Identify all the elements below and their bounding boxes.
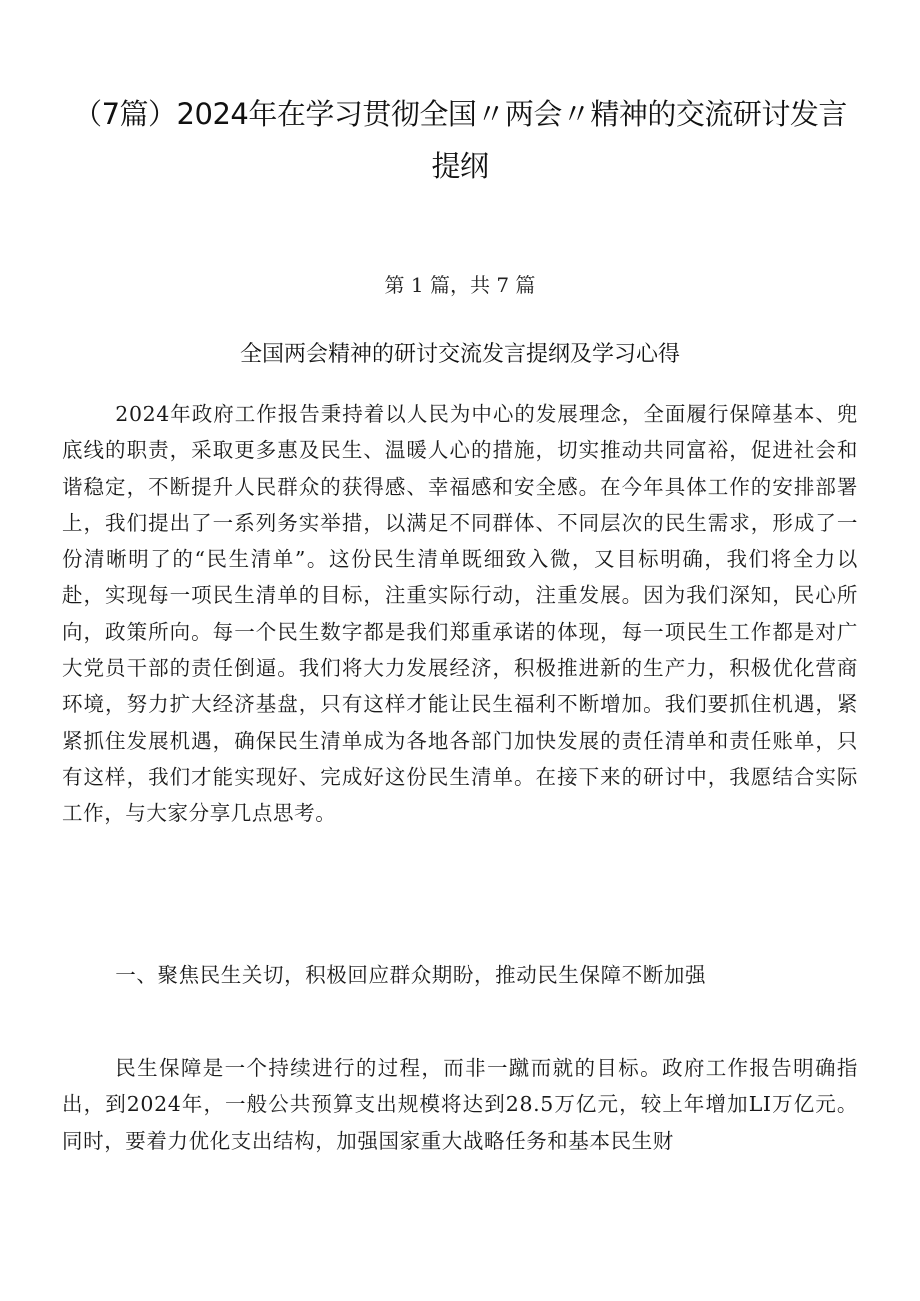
section-title: 全国两会精神的研讨交流发言提纲及学习心得 (239, 342, 680, 367)
body-paragraph: 2024年政府工作报告秉持着以人民为中心的发展理念，全面履行保障基本、兜底线的职责，采取更多惠及民生、温暖人心的措施，切实推动共同富裕，促进社会和谐稳定，不断提升人民群众的获得感、幸福感和安全感。在今年具体工作的安排部署上，我们提出了一系列务实举措，以满足不同群体、不同层次的民生需求，形成了一份清晰明了的“民生清单”。这份民生清单既细致入微，又目标明确，我们将全力以赴，实现每一项民生清单的目标，注重实际行动，注重发展。因为我们深知，民心所向，政策所向。每一个民生数字都是我们郑重承诺的体现，每一项民生工作都是对广大党员干部的责任倒逼。我们将大力发展经济，积极推进新的生产力，积极优化营商环境，努力扩大经济基盘，只有这样才能让民生福利不断增加。我们要抓住机遇，紧紧抓住发展机遇，确保民生清单成为各地各部门加快发展的责任清单和责任账单，只有这样，我们才能实现好、完成好这份民生清单。在接下来的研讨中，我愿结合实际工作，与大家分享几点思考。 (62, 402, 858, 826)
part-label: 第 1 篇，共 7 篇 (384, 273, 536, 297)
body-paragraph: 民生保障是一个持续进行的过程，而非一蹴而就的目标。政府工作报告明确指出，到2024年，一般公共预算支出规模将达到28.5万亿元，较上年增加LI万亿元。同时，要着力优化支出结构，加强国家重大战略任务和基本民生财 (62, 1056, 858, 1153)
subsection-heading: 一、聚焦民生关切，积极回应群众期盼，推动民生保障不断加强 (115, 963, 707, 987)
document-title: （7篇）2024年在学习贯彻全国〃两会〃精神的交流研讨发言提纲 (73, 97, 847, 183)
